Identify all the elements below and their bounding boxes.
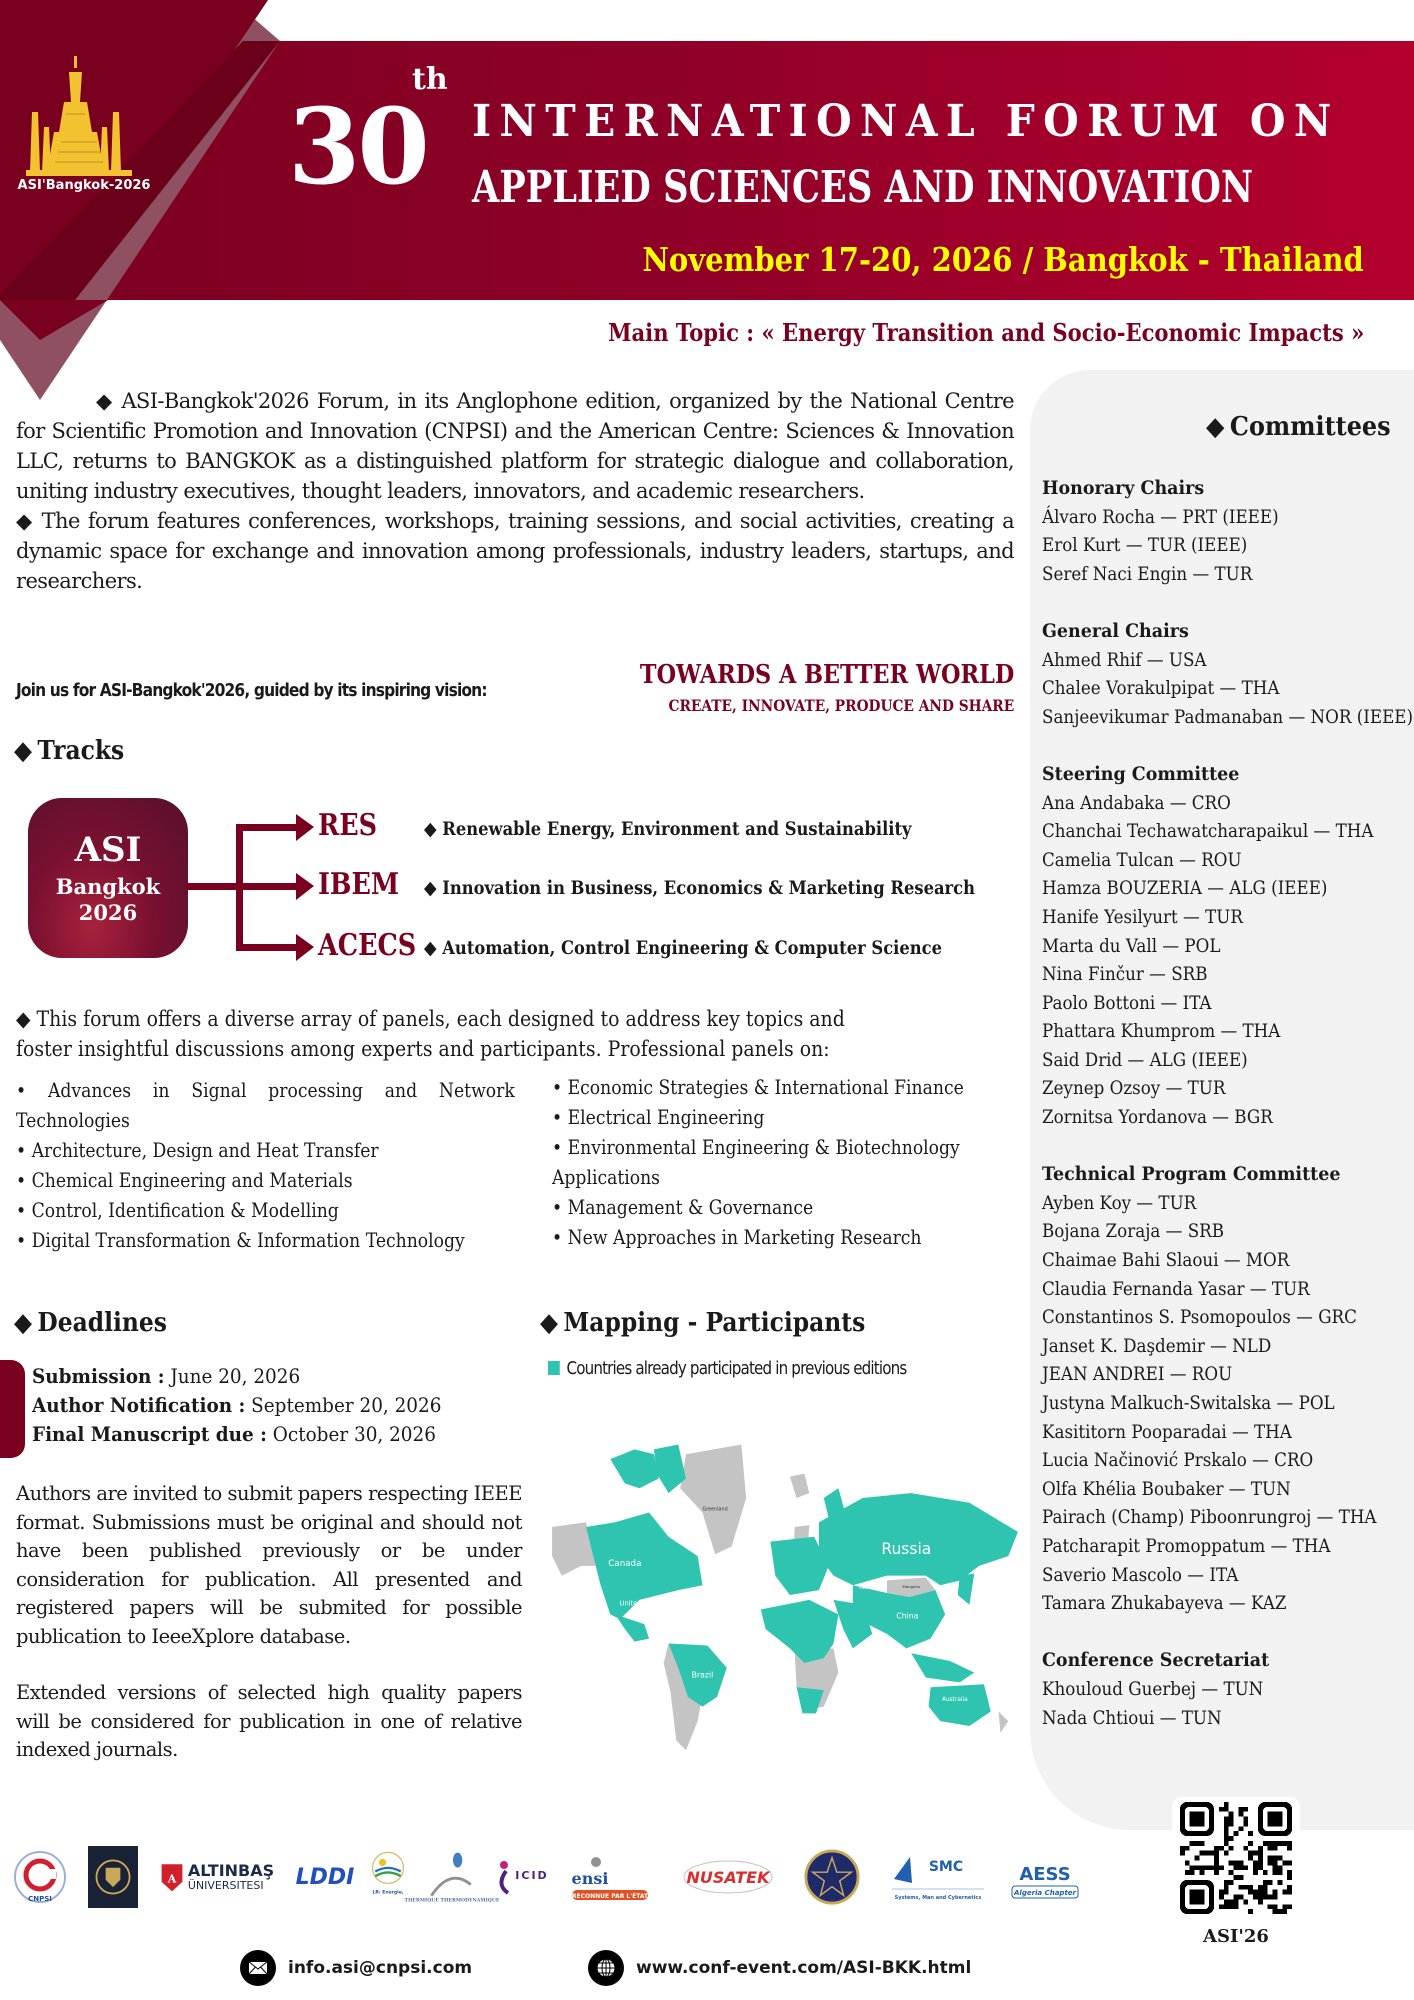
qr-module [1214, 1856, 1219, 1861]
qr-module [1263, 1885, 1268, 1890]
qr-module [1287, 1875, 1292, 1880]
committee-group-title: Steering Committee [1042, 762, 1240, 785]
qr-module [1224, 1851, 1229, 1856]
svg-text:A: A [167, 1871, 177, 1886]
submission-guidelines: Authors are invited to submit papers respecting IEEE format. Submissions must be original and should not have been published previously or be under consideration for publication. All presented and registered papers will be submited for possible publication to IeeeXplore database. Extended versions of selected high quality papers will be considered for publication in one of relative indexed journals. [16, 1482, 522, 1761]
qr-module [1199, 1865, 1204, 1870]
committee-member: Hamza BOUZERIA — ALG (IEEE) [1042, 877, 1328, 900]
contact-website[interactable] [588, 1950, 971, 1986]
qr-module [1248, 1890, 1253, 1895]
committee-group [1042, 1160, 1412, 1618]
qr-module [1287, 1841, 1292, 1846]
track-desc-ibem: ◆ Innovation in Business, Economics & Marketing Research [424, 877, 975, 899]
committee-group-title: General Chairs [1042, 619, 1189, 642]
qr-module [1204, 1865, 1209, 1870]
qr-module [1214, 1860, 1219, 1865]
qr-module [1258, 1856, 1263, 1861]
qr-module [1190, 1865, 1195, 1870]
committee-member: Hanife Yesilyurt — TUR [1042, 905, 1243, 928]
qr-module [1190, 1870, 1195, 1875]
qr-module [1263, 1895, 1268, 1900]
qr-module [1229, 1836, 1234, 1841]
qr-module [1273, 1856, 1278, 1861]
qr-module [1253, 1865, 1258, 1870]
qr-module [1258, 1865, 1263, 1870]
qr-module [1199, 1841, 1204, 1846]
map-label-canada: Canada [608, 1558, 642, 1569]
yildiz-logo [802, 1846, 862, 1908]
committee-member: Patcharapit Promoppatum — THA [1042, 1534, 1331, 1557]
panel-item: • Digital Transformation & Information Technology [16, 1228, 465, 1252]
qr-module [1248, 1909, 1253, 1914]
committee-member: Janset K. Daşdemir — NLD [1042, 1334, 1272, 1357]
cnpsi-logo [12, 1846, 68, 1908]
panels-list-left [16, 1075, 515, 1255]
committee-member: Erol Kurt — TUR (IEEE) [1042, 534, 1248, 557]
committee-member: Chalee Vorakulpipat — THA [1042, 677, 1280, 700]
committee-member: Khouloud Guerbej — TUN [1042, 1677, 1264, 1700]
qr-module [1224, 1826, 1229, 1831]
qr-module [1268, 1846, 1273, 1851]
logo-caption: ASI'Bangkok-2026 [17, 178, 151, 193]
title-line-1: INTERNATIONAL FORUM ON [472, 96, 1340, 147]
qr-module [1234, 1895, 1239, 1900]
qr-module [1224, 1821, 1229, 1826]
qr-module [1229, 1817, 1234, 1822]
qr-module [1214, 1870, 1219, 1875]
vision-block [579, 660, 1014, 715]
map-label-russia: Russia [881, 1540, 932, 1559]
qr-module [1229, 1812, 1234, 1817]
deadlines-list [32, 1362, 441, 1449]
qr-module [1253, 1860, 1258, 1865]
qr-module [1248, 1856, 1253, 1861]
edition-number: 30 [288, 85, 427, 208]
qr-module [1214, 1851, 1219, 1856]
qr-module [1287, 1860, 1292, 1865]
committees-heading: ◆ Committees [1206, 412, 1391, 442]
qr-module [1273, 1860, 1278, 1865]
committee-member: Marta du Vall — POL [1042, 934, 1221, 957]
qr-module [1248, 1851, 1253, 1856]
qr-module [1199, 1870, 1204, 1875]
map-label-brazil: Brazil [691, 1670, 714, 1680]
qr-module [1229, 1880, 1234, 1885]
committee-member: Olfa Khélia Boubaker — TUN [1042, 1477, 1291, 1500]
qr-module [1238, 1860, 1243, 1865]
committee-group-title: Technical Program Committee [1042, 1163, 1341, 1186]
deadline-submission: Submission : June 20, 2026 [32, 1364, 301, 1388]
panel-item: • Chemical Engineering and Materials [16, 1168, 353, 1192]
qr-module [1224, 1890, 1229, 1895]
qr-module [1273, 1870, 1278, 1875]
track-code-ibem: IBEM [318, 867, 400, 902]
qr-module [1282, 1909, 1287, 1914]
qr-module [1287, 1885, 1292, 1890]
qr-module [1224, 1841, 1229, 1846]
tracks-heading: ◆ Tracks [14, 736, 125, 766]
panel-item: • Environmental Engineering & Biotechnology [552, 1135, 960, 1159]
qr-module [1219, 1895, 1224, 1900]
panel-item: Applications [552, 1165, 661, 1189]
qr-code[interactable] [1172, 1797, 1300, 1919]
qr-module [1277, 1880, 1282, 1885]
qr-module [1224, 1880, 1229, 1885]
panel-item: • Electrical Engineering [552, 1105, 765, 1129]
qr-module [1209, 1851, 1214, 1856]
qr-module [1204, 1851, 1209, 1856]
qr-module [1248, 1831, 1253, 1836]
qr-module [1229, 1821, 1234, 1826]
svg-text:CNPSI: CNPSI [28, 1895, 52, 1903]
qr-module [1282, 1890, 1287, 1895]
qr-module [1287, 1870, 1292, 1875]
diamond-icon: ◆ [1206, 412, 1225, 442]
lddi-logo: LDDI [295, 1864, 355, 1890]
qr-module [1273, 1865, 1278, 1870]
committee-member: Zornitsa Yordanova — BGR [1042, 1106, 1273, 1129]
qr-module [1238, 1885, 1243, 1890]
committee-member: Constantinos S. Psomopoulos — GRC [1042, 1306, 1357, 1329]
svg-text:ICID: ICID [515, 1869, 549, 1882]
qr-module [1219, 1890, 1224, 1895]
committee-member: Chanchai Techawatcharapaikul — THA [1042, 820, 1374, 843]
website-link[interactable]: www.conf-event.com/ASI-BKK.html [636, 1958, 972, 1978]
committee-member: Lucia Načinović Prskalo — CRO [1042, 1449, 1314, 1472]
qr-module [1234, 1899, 1239, 1904]
qr-module [1195, 1841, 1200, 1846]
qr-module [1229, 1899, 1234, 1904]
panel-item: • Advances in Signal processing and Network [16, 1078, 515, 1102]
qr-module [1263, 1841, 1268, 1846]
committee-member: Phattara Khumprom — THA [1042, 1020, 1281, 1043]
qr-module [1253, 1851, 1258, 1856]
map-label-australia: Australia [941, 1696, 968, 1703]
deadlines-heading: ◆ Deadlines [14, 1308, 167, 1338]
qr-module [1273, 1846, 1278, 1851]
deadline-final-manuscript: Final Manuscript due : October 30, 2026 [32, 1422, 436, 1446]
committee-member: JEAN ANDREI — ROU [1042, 1363, 1233, 1386]
panel-item: • Architecture, Design and Heat Transfer [16, 1138, 379, 1162]
committee-member: Sanjeevikumar Padmanaban — NOR (IEEE) [1042, 705, 1414, 728]
qr-module [1238, 1865, 1243, 1870]
qr-module [1268, 1856, 1273, 1861]
svg-text:ensi: ensi [571, 1869, 609, 1888]
qr-module [1287, 1846, 1292, 1851]
qr-module [1253, 1890, 1258, 1895]
lr-logo [366, 1846, 410, 1908]
qr-module [1185, 1846, 1190, 1851]
qr-module [1253, 1870, 1258, 1875]
committee-group-title: Honorary Chairs [1042, 477, 1205, 499]
qr-module [1287, 1904, 1292, 1909]
committee-group [1042, 617, 1412, 731]
qr-module [1258, 1899, 1263, 1904]
qr-module [1199, 1851, 1204, 1856]
qr-module [1234, 1831, 1239, 1836]
qr-module [1263, 1880, 1268, 1885]
qr-module [1224, 1831, 1229, 1836]
qr-module [1219, 1904, 1224, 1909]
qr-module [1224, 1817, 1229, 1822]
qr-module [1273, 1890, 1278, 1895]
crest-logo [88, 1846, 138, 1908]
diamond-icon: ◆ [14, 1308, 32, 1338]
altinbas-logo: A ALTINBAŞ ÜNIVERSITESI [158, 1846, 276, 1908]
map-legend: Countries already participated in previous editions [548, 1358, 906, 1379]
qr-module [1268, 1895, 1273, 1900]
qr-module [1238, 1812, 1243, 1817]
deadlines-accent-bar [0, 1360, 25, 1458]
committee-member: Saverio Mascolo — ITA [1042, 1563, 1239, 1586]
qr-module [1229, 1870, 1234, 1875]
qr-module [1234, 1875, 1239, 1880]
qr-module [1282, 1841, 1287, 1846]
qr-module [1258, 1895, 1263, 1900]
edition-suffix: th [412, 62, 448, 97]
icid-logo [496, 1846, 556, 1908]
qr-module [1273, 1895, 1278, 1900]
qr-module [1195, 1865, 1200, 1870]
map-label-kazakhstan: Kazakhstan [859, 1585, 882, 1591]
nusatek-logo [682, 1846, 774, 1908]
panel-item: • Management & Governance [552, 1195, 814, 1219]
qr-module [1277, 1909, 1282, 1914]
qr-module [1248, 1841, 1253, 1846]
qr-module [1282, 1904, 1287, 1909]
aess-logo [1006, 1846, 1084, 1908]
qr-module [1195, 1856, 1200, 1861]
qr-module [1238, 1807, 1243, 1812]
qr-module [1243, 1899, 1248, 1904]
track-desc-acecs: ◆ Automation, Control Engineering & Computer Science [424, 937, 943, 959]
diamond-icon: ◆ [14, 736, 32, 766]
thermique-logo [404, 1846, 500, 1908]
qr-module [1190, 1841, 1195, 1846]
track-code-acecs: ACECS [318, 928, 417, 963]
qr-module [1243, 1865, 1248, 1870]
qr-module [1180, 1851, 1185, 1856]
map-label-us: United States [619, 1599, 666, 1608]
main-topic: Main Topic : « Energy Transition and Socio-Economic Impacts » [607, 318, 1364, 347]
qr-module [1224, 1836, 1229, 1841]
qr-module [1287, 1890, 1292, 1895]
qr-module [1243, 1846, 1248, 1851]
ensi-logo [570, 1846, 650, 1908]
title-line-2: APPLIED SCIENCES AND INNOVATION [472, 162, 1254, 213]
svg-text:THERMIQUE THERMODYNAMIQUE: THERMIQUE THERMODYNAMIQUE [404, 1898, 500, 1904]
qr-module [1263, 1870, 1268, 1875]
intro-paragraph-1: ◆ ASI-Bangkok'2026 Forum, in its Anglophone edition, organized by the National Centre for Scientific Promotion and Innovation (CNPSI) and the American Centre: Sciences & Innovation LLC, returns to BANGKOK as a distinguished platform for strategic dialogue and collaboration, uniting industry executives, thought leaders, innovators, and academic researchers. [16, 389, 1014, 503]
committee-member: Ahmed Rhif — USA [1042, 648, 1207, 671]
committee-member: Seref Naci Engin — TUR [1042, 562, 1253, 585]
qr-module [1248, 1885, 1253, 1890]
date-location: November 17-20, 2026 / Bangkok - Thailand [642, 240, 1364, 279]
panel-item: Technologies [16, 1108, 130, 1132]
map-label-mongolia: Mongolia [902, 1584, 920, 1590]
committee-member: Said Drid — ALG (IEEE) [1042, 1048, 1248, 1071]
committee-member: Kasititorn Pooparadai — THA [1042, 1420, 1292, 1443]
vision-headline: TOWARDS A BETTER WORLD [639, 660, 1014, 690]
qr-module [1273, 1904, 1278, 1909]
qr-module [1224, 1904, 1229, 1909]
svg-text:Systems, Man and Cybernetics: Systems, Man and Cybernetics [894, 1895, 982, 1901]
committees-list [1042, 474, 1412, 1732]
qr-module [1185, 1860, 1190, 1865]
qr-module [1224, 1802, 1229, 1807]
committee-group [1042, 1646, 1412, 1732]
committee-member: Paolo Bottoni — ITA [1042, 991, 1212, 1014]
qr-module [1243, 1817, 1248, 1822]
committee-member: Claudia Fernanda Yasar — TUR [1042, 1277, 1310, 1300]
qr-module [1243, 1885, 1248, 1890]
qr-module [1268, 1841, 1273, 1846]
qr-module [1234, 1860, 1239, 1865]
join-text: Join us for ASI-Bangkok'2026, guided by its inspiring vision: [16, 680, 487, 701]
qr-module [1229, 1860, 1234, 1865]
contact-email[interactable] [240, 1950, 472, 1986]
qr-module [1224, 1885, 1229, 1890]
qr-module [1277, 1870, 1282, 1875]
committee-member: Nina Finčur — SRB [1042, 963, 1208, 986]
qr-module [1238, 1826, 1243, 1831]
qr-module [1229, 1904, 1234, 1909]
qr-module [1243, 1821, 1248, 1826]
intro-paragraph-2: ◆ The forum features conferences, workshops, training sessions, and social activities, creating a dynamic space for exchange and innovation among professionals, industry leaders, startups, and researchers. [16, 509, 1014, 593]
qr-module [1229, 1846, 1234, 1851]
svg-text:LR: Energie,: LR: Energie, [372, 1890, 404, 1896]
legend-swatch [548, 1361, 560, 1375]
panels-list-right [552, 1072, 1034, 1252]
qr-module [1277, 1841, 1282, 1846]
qr-module [1180, 1846, 1185, 1851]
qr-module [1268, 1880, 1273, 1885]
committee-member: Nada Chtioui — TUN [1042, 1706, 1222, 1729]
committee-member: Álvaro Rocha — PRT (IEEE) [1042, 505, 1279, 528]
qr-caption: ASI'26 [1203, 1926, 1269, 1947]
qr-module [1234, 1904, 1239, 1909]
qr-module [1243, 1807, 1248, 1812]
track-desc-res: ◆ Renewable Energy, Environment and Sustainability [424, 818, 912, 840]
partner-logos [10, 1846, 1120, 1914]
qr-module [1214, 1846, 1219, 1851]
tracks-connector-arrows [186, 800, 326, 970]
committee-member: Chaimae Bahi Slaoui — MOR [1042, 1249, 1290, 1272]
committee-group [1042, 760, 1412, 1132]
qr-module [1273, 1909, 1278, 1914]
qr-module [1258, 1846, 1263, 1851]
panel-item: • Economic Strategies & International Finance [552, 1075, 964, 1099]
qr-module [1277, 1856, 1282, 1861]
globe-icon [588, 1950, 624, 1986]
committee-member: Camelia Tulcan — ROU [1042, 848, 1242, 871]
intro-text [16, 386, 1014, 596]
track-code-res: RES [318, 808, 378, 843]
panel-item: • New Approaches in Marketing Research [552, 1225, 922, 1249]
deadline-notification: Author Notification : September 20, 2026 [32, 1393, 442, 1417]
mapping-heading: ◆ Mapping - Participants [540, 1308, 866, 1338]
svg-text:RECONNUE PAR L'ÉTAT: RECONNUE PAR L'ÉTAT [571, 1893, 649, 1900]
svg-text:NUSATEK: NUSATEK [686, 1868, 770, 1887]
email-link[interactable]: info.asi@cnpsi.com [288, 1958, 473, 1978]
committee-member: Pairach (Champ) Piboonrungroj — THA [1042, 1506, 1377, 1529]
qr-module [1219, 1807, 1224, 1812]
qr-module [1224, 1899, 1229, 1904]
committee-group [1042, 474, 1412, 588]
qr-module [1219, 1846, 1224, 1851]
qr-module [1238, 1875, 1243, 1880]
qr-module [1238, 1895, 1243, 1900]
qr-module [1258, 1860, 1263, 1865]
qr-module [1185, 1870, 1190, 1875]
map-label-greenland: Greenland [702, 1506, 728, 1513]
committee-member: Ayben Koy — TUR [1042, 1191, 1197, 1214]
svg-text:AESS: AESS [1019, 1864, 1071, 1885]
qr-module [1268, 1860, 1273, 1865]
map-label-china: China [896, 1611, 919, 1621]
diamond-icon: ◆ [540, 1308, 558, 1338]
asi-bangkok-tile: ASI Bangkok 2026 [28, 798, 188, 958]
qr-module [1258, 1851, 1263, 1856]
committee-member: Tamara Zhukabayeva — KAZ [1042, 1592, 1287, 1615]
qr-module [1277, 1865, 1282, 1870]
panels-intro: ◆ This forum offers a diverse array of panels, each designed to address key topics and foster insightful discussions among experts and participants. Professional panels on: [16, 1007, 845, 1061]
committee-member: Bojana Zoraja — SRB [1042, 1220, 1225, 1243]
panel-item: • Control, Identification & Modelling [16, 1198, 339, 1222]
qr-module [1263, 1890, 1268, 1895]
vision-subline: CREATE, INNOVATE, PRODUCE AND SHARE [668, 696, 1014, 715]
qr-module [1282, 1860, 1287, 1865]
qr-module [1219, 1865, 1224, 1870]
qr-module [1214, 1865, 1219, 1870]
qr-module [1209, 1865, 1214, 1870]
committee-group-title: Conference Secretariat [1042, 1649, 1270, 1672]
qr-module [1273, 1841, 1278, 1846]
smc-logo [888, 1846, 988, 1908]
world-map [540, 1430, 1030, 1760]
qr-module [1253, 1895, 1258, 1900]
envelope-icon [240, 1950, 276, 1986]
qr-module [1224, 1807, 1229, 1812]
committee-member: Ana Andabaka — CRO [1042, 791, 1231, 814]
committee-member: Zeynep Ozsoy — TUR [1042, 1077, 1226, 1100]
qr-module [1258, 1885, 1263, 1890]
qr-module [1234, 1865, 1239, 1870]
qr-module [1258, 1890, 1263, 1895]
committee-member: Justyna Malkuch-Switalska — POL [1042, 1392, 1335, 1414]
qr-module [1268, 1904, 1273, 1909]
svg-text:SMC: SMC [928, 1859, 964, 1875]
svg-text:Algeria Chapter: Algeria Chapter [1014, 1889, 1076, 1897]
